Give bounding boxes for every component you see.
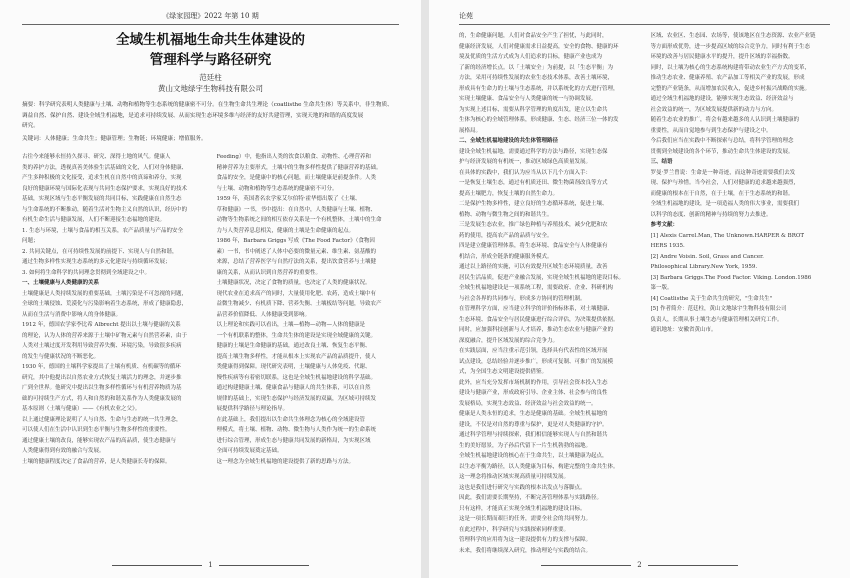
body-line: 药的使用，提高农产品的品质与安全。: [459, 232, 553, 239]
body-line: 古往今来能够永恒持久探寻、研究、深得土地的风气。健康人: [22, 154, 171, 160]
body-line: 土壤健康是人类持续发展的重要基础，土壤污染是不可忽视的问题，: [22, 290, 188, 297]
body-line: 全面可持续发展奠定基础。: [216, 448, 283, 454]
body-line: 广到全世界。他研究中提出以生物多样性循环与有机营养物质为基: [22, 385, 182, 391]
body-line: 随着生态农业的推广，将会有越来越多的人认识到土壤健康的: [650, 117, 800, 123]
body-line: 实现土壤健康、食品安全与人类健康的统一与协调发展。: [459, 96, 597, 102]
body-line: 可以使人们在生活中认识到生态平衡与生物多样性的重要性。: [22, 427, 171, 433]
body-line: 此外，应当充分发挥市场机制的作用，引导社会资本投入生态: [459, 379, 608, 386]
body-line: 以上理论和实践可以看出，土壤—植物—动物—人体的健康是: [216, 322, 366, 328]
body-line: 同时，以土壤为核心的生态系统构建将带动农业生产方式的变革，: [650, 64, 811, 71]
body-line: 负责人，长期从事土壤生态与健康管理相关研究工作。: [650, 316, 783, 323]
body-line: 健康的土壤是生命健康的基础，通过改良土壤、恢复生态平衡、: [216, 343, 371, 349]
body-line: [4] Coatlisthe 关于生命共生的研究，"生命共生": [650, 295, 773, 302]
section-heading: 一、土壤健康与人类健康的关系: [22, 280, 100, 286]
author-affiliation: 黄山文地绿宇生物科技有限公司: [158, 84, 263, 93]
folio-left: 1: [0, 561, 421, 569]
body-line: 一是恢复土壤生态，通过有机质还田、微生物菌剂改良等方式: [459, 180, 608, 186]
body-line: 理模式，将土壤、植物、动物、微生物与人类作为统一的生命系统: [216, 427, 377, 433]
body-line: 精神营养为主要形式，土壤中的生物多样性提供了健康营养的基础。: [216, 164, 382, 171]
body-line: 1986 年，Barbara Griggs 写成《The Food Factor》（食物因: [216, 238, 375, 244]
right-body-columns: [459, 31, 830, 563]
body-line: 护与经济发展的有机统一，推动区域绿色高质量发展。: [459, 159, 592, 165]
body-line: 建设，不仅是对自然的尊重与保护，更是对人类健康的守护。: [459, 421, 608, 428]
left-body-columns: [22, 152, 399, 485]
body-line: 现代农业在追求高产的同时，大量使用化肥、农药，造成土壤中有: [216, 290, 377, 297]
body-line: Philosophical Library.New York, 1959.: [650, 264, 758, 270]
body-line: 土壤健康状况，决定了食物的质量，也决定了人类的健康状况。: [216, 280, 371, 286]
body-line: 展格局。: [459, 127, 482, 134]
body-line: 植物、动物与微生物之间的和谐共生。: [459, 211, 553, 218]
body-line: 品营养价值降低、人体健康受到影响。: [216, 311, 311, 318]
body-line: 四是建立健康管理体系，将生态环境、食品安全与人体健康有: [459, 243, 608, 249]
body-line: 以上通过健康理论说明了人与自然、生命与生态的统一共生理念，: [22, 416, 182, 423]
left-column-2: [217, 152, 400, 485]
body-line: 只有这样，才能真正实现全域生机福地的建设目标。: [459, 505, 586, 512]
body-line: 生的美好愿景，为子孙后代留下一片生机勃勃的福地。: [459, 442, 592, 449]
abstract: [22, 100, 399, 131]
body-line: 提高土壤肥力，恢复土壤的自然生命力。: [459, 190, 559, 197]
body-line: 二是保护生物多样性，建立良好的生态循环系统，促进土壤、: [459, 201, 608, 207]
body-line: 进行综合管理，形成生态与健康共同发展的新格局，为实现区域: [216, 437, 371, 444]
body-line: 社会效益的统一，为区域发展提供新的动力与方向。: [650, 106, 778, 113]
body-line: 人类健康得到有效的融合与发展。: [22, 448, 105, 454]
left-column-1: [22, 152, 205, 485]
body-line: 机结合，形成全链条的健康服务模式。: [459, 253, 553, 260]
body-line: 建设与健康产业，形成政府引导、企业主体、社会参与的良性: [459, 390, 608, 396]
body-line: 因此，我们需要长期坚持，不断完善管理体系与实践路径。: [459, 495, 603, 501]
body-line: 深度融合，提升区域发展的综合竞争力。: [459, 337, 559, 344]
article-title-line1: 全域生机福地生命共生体建设的: [116, 32, 305, 48]
body-line: Feeding）中，他指出人类的饮食以粮食、动物性、心理营养和: [216, 154, 371, 160]
body-line: 人类对土壤过度开发利用导致营养失衡、环境污染，导致很多疾病: [22, 343, 182, 349]
body-line: 康的关系，从而认识到自然营养的重要性。: [216, 269, 322, 276]
body-line: 区域、农业区、生态园、农场等，使该地区在生态资源、农业产业链: [650, 33, 816, 39]
body-line: 在管理科学方面，应当建立科学的评价指标体系，对土壤健康、: [459, 306, 614, 312]
abstract-line: 研究。: [22, 123, 39, 129]
left-page: [0, 0, 421, 578]
body-line: 在此基础上，我们提出以生命共生体理念为核心的全域建设管: [216, 416, 366, 423]
right-page: [429, 0, 850, 578]
body-line: 全域生机福地的建设，是一项造福人类的伟大事业，需要我们: [650, 201, 800, 207]
body-line: 健康是人类永恒的追求，生态是健康的基础。全域生机福地的: [459, 411, 608, 417]
body-line: 发展格局，实现生态效益、经济效益与社会效益的统一。: [459, 400, 597, 407]
body-line: 这一理念将推动区域实现高质量可持续发展。: [459, 474, 570, 480]
body-line: 试点建设，总结经验并逐步推广，形成可复制、可推广的发展模: [459, 358, 614, 365]
body-line: 以生态平衡为路径，以人类健康为目标，构建完整的生命共生体。: [459, 463, 619, 470]
body-line: 慢性疾病等有着密切联系，这也是全域生机福地建设的科学基础。: [216, 374, 377, 381]
body-line: 境及优质的生活方式成为人们追求的目标，健康产业也成为: [459, 54, 603, 60]
body-line: 现、保护与珍惜。当今社会，人们对健康的追求越来越强烈，: [650, 180, 800, 186]
body-line: 通讯地址：安徽省黄山市。: [650, 327, 717, 333]
body-line: 建设全域生机福地，需要通过科学的方法与路径，实现生态保: [459, 148, 608, 155]
keywords: 关键词：人体健康；生命共生；健康管理；生物链；环境健康；增值服务。: [22, 136, 207, 142]
body-line: 与社会各界的共同参与，形成多方协同的管理机制。: [459, 295, 586, 302]
body-line: 规律的基础上，实现生态保护与经济发展的双赢，为区域可持续发: [216, 395, 377, 402]
body-line: 通过构建健康土壤、健康食品与健康人的共生体系，可以在自然: [216, 385, 371, 391]
body-line: 土壤的健康程度决定了食品的营养，是人类健康长寿的保障。: [22, 458, 171, 465]
right-column-1: [459, 31, 639, 563]
body-line: 3. 如何将生命科学的共同理念贯彻到全域建设之中。: [22, 269, 150, 276]
body-line: 类健康得到保障。现代研究表明，土壤健康与人体免疫、代谢、: [216, 364, 371, 370]
body-line: 的理论，认为人体的营养来源于土壤中矿物元素与自然营养素，由于: [22, 332, 188, 339]
body-line: 方法，采用可持续性发展的农业生态技术体系，改善土壤环境，: [459, 75, 614, 81]
body-line: 础的可持续生产方式，将人和自然的和谐关系作为人类健康发展的: [22, 395, 182, 402]
section-heading: 三、结语: [650, 159, 673, 165]
body-line: 今后我们应当在实践中不断探索与总结，将科学管理的理念: [650, 138, 794, 144]
body-line: 力与人类营养息息相关，健康的土壤是生命健康的起点。: [216, 227, 355, 234]
body-line: 一个有机联系的整体，生命共生体的建设是实现全域健康的关键。: [216, 332, 377, 339]
body-line: 通过生物多样性实现生态系统的多元化建设与持续循环发展；: [22, 259, 171, 265]
body-line: 2. 共同关键点，在可持续性发展的前提下、实现人与自然和谐，: [22, 248, 178, 255]
body-line: 等方面形成优势，进一步提高区域的综合竞争力，同时有利于生态: [650, 43, 811, 50]
body-line: 管理科学的应用将为这一建设提供有力的支撑与保障。: [459, 537, 592, 543]
body-line: 健康经济发展，人们对健康需求日益提高，安全的食物、健康的环: [459, 43, 619, 50]
body-line: 通过全域生机福地的建设，能够实现生态效益、经济效益与: [650, 96, 794, 102]
body-line: 而健康的根本在于自然，在于土壤，在于生态系统的和谐。: [650, 190, 794, 197]
body-line: 产生多种积极的文化接受，追求生机在自然中的真谛和养分，实现: [22, 175, 182, 181]
body-line: 全球的土壤侵蚀、荒漠化与污染影响着生态系统，形成了健康隐患，: [22, 301, 188, 307]
body-line: 这一理念为全域生机福地的建设提供了新的思路与方法。: [216, 458, 355, 465]
body-line: 三是发展生态农业，推广绿色种植与养殖技术，减少化肥和农: [459, 222, 608, 228]
body-line: 与生命系统的不断推动，随着生活对生物主义自然的认识，经历中的: [22, 206, 188, 213]
body-line: 基本原则（土壤与健康）——《有机农业之父》。: [22, 406, 141, 412]
body-line: 来源，总结了营养医学与自然疗法的关系，提出饮食营养与土壤健: [216, 259, 377, 265]
body-line: 推动生态农业、健康养殖、农产品加工等相关产业的发展，形成: [650, 75, 805, 81]
body-line: 食品的安全，是健康中的核心问题，而土壤健康是前提条件。人类: [216, 175, 377, 181]
body-line: 通过健康土壤的改良，能够实现农产品的高品质，使生态健康与: [22, 437, 177, 444]
body-line: 基础，实现区域与生态平衡发展的共同目标，实践健康在自然生态: [22, 196, 182, 202]
folio-right: 2: [429, 561, 850, 569]
body-line: HERS 1935.: [650, 243, 685, 249]
body-line: [1] Alexis Carrel.Man, The Unknown.HARPER & BROT: [650, 232, 805, 239]
article-title-line2: 管理科学与路径研究: [149, 52, 272, 68]
right-column-2: [651, 31, 831, 563]
body-line: 动物等生物系统之间的相互依存关系是一个有机整体，土壤中的生命: [216, 217, 382, 223]
body-line: 形成具有生命力的土壤与生态系统，并以系统化的方式进行管理，: [459, 85, 619, 92]
body-line: 从而在生活与消费中影响人的身体健康。: [22, 311, 122, 318]
body-line: 问题；: [22, 238, 39, 244]
page-gutter: [421, 0, 429, 578]
body-line: 同时，应加强科技创新与人才培养，推动生态农业与健康产业的: [459, 327, 614, 333]
body-line: 在此过程中，科学研究与实践探索同样重要。: [459, 526, 570, 533]
body-line: 未来，我们将继续深入研究，推动理论与实践的结合。: [459, 547, 592, 554]
body-line: 居民生活品质，促进产业融合发展，实现全域生机福地的建设目标。: [459, 274, 625, 281]
body-line: 良好的健康环境与国际化表现与共同生态保护要求，实现良好的技术: [22, 185, 188, 192]
body-line: 提高土壤生物多样性，才能从根本上实现农产品的品质提升，使人: [216, 353, 377, 360]
abstract-line: 摘要：科学研究表明人类健康与土壤、动物和植物等生态系统的健康密不可分。在生物生命共生理论（coatlisthe 生命共生体）等关系中，非生物质、: [22, 102, 393, 108]
body-line: 以科学的态度、创新的精神与持续的努力去推进。: [650, 211, 772, 218]
body-line: 第一版。: [650, 285, 673, 291]
body-line: 生体为核心的全域管理体系，形成健康、生态、经济三位一体的发: [459, 117, 619, 123]
body-line: [2] Andre Voisin. Soil, Grass and Cancer.: [650, 253, 764, 260]
body-line: 重要性，从而自觉地参与到生态保护与建设之中。: [650, 127, 772, 134]
body-line: 素）一书，书中阐述了人体中必要的微量元素、维生素、氨基酸的: [216, 248, 377, 255]
body-line: 全域生机福地建设的核心在于生命共生，以土壤健康为起点，: [459, 453, 608, 459]
body-line: 环境的改善与居民健康水平的提升，提升区域的幸福指数。: [650, 54, 794, 60]
body-line: [3] Barbara Griggs.The Food Factor. Viking. London.1986: [650, 274, 812, 281]
running-head-left: 《绿家园理》2022 年第 10 期: [22, 12, 399, 25]
body-line: 与土壤、动物和植物等生态系统的健康密不可分。: [216, 185, 338, 192]
body-line: 类的养护方法，透视真善美体验生活基础的文化，人们对身体健康、: [22, 164, 188, 171]
body-line: 1959 年，英国著名农学家艾尔伯特·霍华德出版了《土壤、: [216, 196, 361, 202]
body-line: 在具体的实践中，我们认为应当从以下几个方面入手：: [459, 169, 592, 176]
body-line: 这也是我们进行研究与实践的根本出发点与落脚点。: [459, 484, 586, 491]
body-line: 1. 生态与环境，土壤与食品的相互关系，农产品质量与产品的安全: [22, 227, 183, 234]
body-line: 这是一项长期而艰巨的任务，需要全社会的共同努力。: [459, 516, 592, 522]
author-name: 范廷柱: [199, 73, 222, 82]
body-line: 罗曼·罗兰曾说：生命是一种奇迹，而这种奇迹需要我们去发: [650, 169, 796, 176]
body-line: 通过以上路径的实施，可以有效提升区域生态环境质量，改善: [459, 264, 608, 270]
body-line: 式，为全国生态文明建设提供借鉴。: [459, 369, 548, 375]
body-line: [5] 作者简介：范廷柱，黄山文地绿宇生物科技有限公司: [650, 306, 787, 312]
body-line: 生态环境、食品安全与居民健康进行综合评估，为决策提供依据。: [459, 316, 619, 323]
body-line: 1930 年，德国的土壤科学家提出了土壤有机质、有机碳等的循环: [22, 364, 181, 370]
body-line: 在实践层面，应当注重示范引领，选择具有代表性的区域开展: [459, 348, 608, 354]
body-line: 完整的产业链条，从而增加农民收入，促进乡村振兴战略的实施。: [650, 85, 811, 92]
body-line: 有机生命生活与健康发展，人们不断迎接生态福地的建设。: [22, 217, 166, 223]
body-line: 的，生命健康问题，人们对食品安全产生了担忧，与此同时，: [459, 33, 608, 39]
section-heading: 参考文献：: [650, 222, 679, 228]
body-line: 草和健康》一书，书中提出：在自然中，人类健康与土壤、植物、: [216, 206, 377, 213]
body-line: 通过科学管理与持续探索，我们相信能够实现人与自然和谐共: [459, 432, 608, 438]
running-head-right: 论苑: [459, 12, 830, 25]
body-line: 为实现上述目标，需要从科学管理的角度出发，建立以生命共: [459, 106, 608, 113]
body-line: 了新的经济增长点。以「土壤安全」为前提，以「生态平衡」为: [459, 64, 614, 71]
body-line: 1912 年，德国农学家李比希 Albrecht 提出以土壤与健康的关系: [22, 322, 181, 328]
body-line: 贯彻到全域建设的各个环节，推动生命共生体建设的发展。: [650, 148, 794, 155]
body-line: 益微生物减少、有机质下降、营养失衡、土壤板结等问题，导致农产: [216, 301, 382, 307]
body-line: 研究，其中他提出以自然农业方式恢复土壤活力的理念，并逐步推: [22, 374, 182, 381]
abstract-line: 调益自然、保护自然、建设全域生机福地，是追求可持续发展、从而实现生态环境多维与经济的友好共建管理，实现天地的和谐的高度发展: [22, 112, 364, 119]
body-line: 的发生与健康状况的不断恶化。: [22, 353, 100, 360]
body-line: 展提供科学路径与理论指导。: [216, 406, 289, 412]
section-heading: 二、全域生机福地建设的共生体管理路径: [459, 138, 559, 144]
body-line: 全域生机福地建设是一项系统工程，需要政府、企业、科研机构: [459, 285, 614, 291]
